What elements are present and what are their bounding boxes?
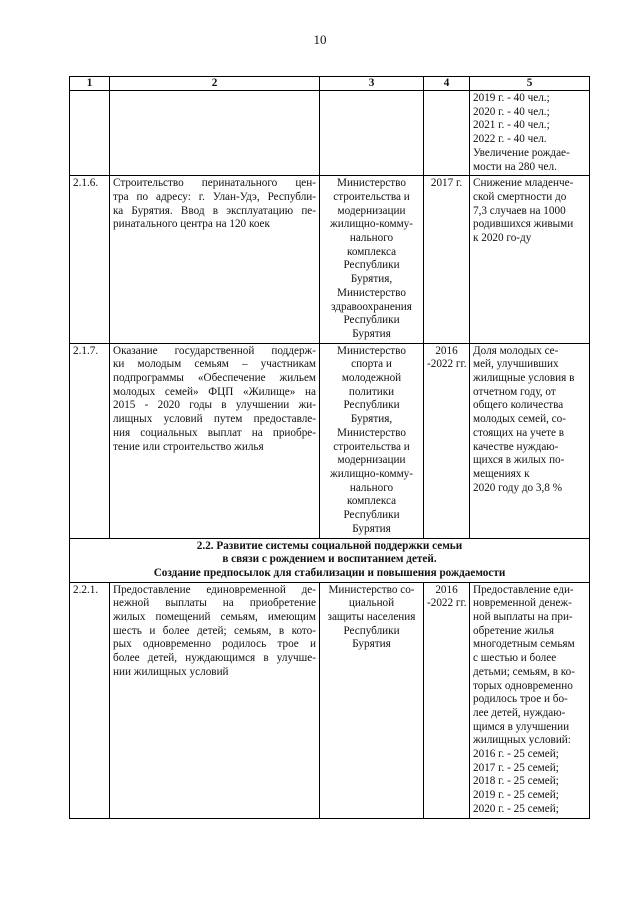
text-line: отчетном году, от	[473, 385, 556, 398]
text-line: молодых семей» ФЦП «Жилище» на	[113, 385, 316, 398]
measures-table	[69, 76, 590, 819]
table-row	[70, 343, 590, 538]
text-line: щимся в улучшении	[473, 720, 570, 733]
text-line: Бурятия	[352, 638, 391, 651]
text-line: более детей, нуждающимся в улучше-	[113, 652, 316, 665]
text-line: строительства и	[333, 440, 410, 453]
text-line: в связи с рождением и воспитанием детей.	[222, 553, 437, 566]
term-cell	[424, 91, 470, 176]
text-line: 2016	[435, 583, 458, 596]
text-line: Республики	[343, 624, 400, 637]
section-heading-row	[70, 538, 590, 582]
table-row	[70, 91, 590, 176]
text-line: 2020 году до 3,8 %	[473, 481, 563, 494]
column-number: 4	[424, 77, 470, 91]
column-number-row	[70, 77, 590, 91]
text-line: мей, улучшивших	[473, 358, 559, 371]
text-line: 2022 г. - 40 чел.	[473, 133, 547, 146]
text-line: Бурятия,	[350, 413, 393, 426]
result-cell	[470, 582, 590, 818]
text-line: Создание предпосылок для стабилизации и повышения рождаемости	[153, 566, 506, 579]
text-line: общего количества	[473, 399, 564, 412]
text-line: 2020 г. - 40 чел.;	[473, 105, 550, 118]
result-cell	[470, 176, 590, 343]
text-line: Увеличение рождае-	[473, 146, 570, 159]
text-line: ка Бурятия. Ввод в эксплуатацию пе-	[113, 204, 316, 217]
text-line: 2.2. Развитие системы социальной поддержки семьи	[196, 539, 463, 552]
text-line: лее детей, нуждаю-	[473, 706, 566, 719]
text-line: Доля молодых се-	[473, 344, 559, 357]
activity-cell	[110, 91, 320, 176]
activity-cell	[110, 343, 320, 538]
text-line: защиты населения	[327, 611, 416, 624]
row-number-cell: 2.1.6.	[70, 176, 110, 343]
activity-cell	[110, 582, 320, 818]
term-cell	[424, 343, 470, 538]
text-line: жилищно-комму-	[330, 218, 413, 231]
text-line: молодежной	[341, 372, 402, 385]
text-line: детьми; семьям, в ко-	[473, 665, 575, 678]
text-line: комплекса	[346, 495, 397, 508]
text-line: родившихся живыми	[473, 218, 574, 231]
text-line: ния социальных выплат на приобре-	[113, 426, 316, 439]
text-line: шесть и более детей; семьям, в кото-	[113, 624, 316, 637]
executor-cell	[320, 91, 424, 176]
text-line: 7,3 случаев на 1000	[473, 204, 566, 217]
executor-cell	[320, 176, 424, 343]
text-line: 2021 г. - 40 чел.;	[473, 119, 550, 132]
table-row	[70, 176, 590, 343]
column-number: 2	[110, 77, 320, 91]
text-line: Бурятия	[352, 522, 391, 535]
text-line: 2017 г.	[430, 177, 463, 190]
term-cell	[424, 582, 470, 818]
column-number: 5	[470, 77, 590, 91]
text-line: Министерство	[337, 177, 406, 190]
text-line: спорта и	[351, 358, 392, 371]
text-line: тение или строительство жилья	[113, 440, 264, 453]
text-line: -2022 гг.	[427, 597, 467, 610]
text-line: мости на 280 чел.	[473, 160, 557, 173]
text-line: нии жилищных условий	[113, 665, 229, 678]
text-line: нального	[349, 481, 394, 494]
text-line: политики	[348, 385, 395, 398]
text-line: мещениях к	[473, 467, 530, 480]
text-line: жилищных условий:	[473, 734, 571, 747]
text-line: обретение жилья	[473, 624, 554, 637]
row-number-cell	[70, 91, 110, 176]
text-line: здравоохранения	[331, 300, 412, 313]
text-line: с шестью и более	[473, 652, 557, 665]
text-line: Министерство	[337, 426, 406, 439]
text-line: торых одновременно	[473, 679, 573, 692]
text-line: Оказание государственной поддерж-	[113, 344, 316, 357]
text-line: 2019 г. - 40 чел.;	[473, 92, 550, 104]
text-line: нального	[349, 232, 394, 245]
text-line: Строительство перинатального цен-	[113, 177, 316, 190]
column-number: 3	[320, 77, 424, 91]
text-line: родилось трое и бо-	[473, 693, 568, 706]
text-line: 2016 г. - 25 семей;	[473, 748, 559, 761]
executor-cell	[320, 343, 424, 538]
text-line: качестве нуждаю-	[473, 440, 559, 453]
text-line: ринатального центра на 120 коек	[113, 218, 270, 231]
term-cell	[424, 176, 470, 343]
row-number-cell: 2.1.7.	[70, 343, 110, 538]
text-line: нежной выплаты на приобретение	[113, 597, 316, 610]
text-line: Бурятия	[352, 327, 391, 340]
text-line: жилищные условия в	[473, 372, 575, 385]
text-line: к 2020 го-ду	[473, 232, 532, 245]
text-line: тра по адресу: г. Улан-Удэ, Республи-	[113, 190, 316, 203]
text-line: ки молодым семьям – участникам	[113, 358, 316, 371]
text-line: лищных условий путем предоставле-	[113, 413, 316, 426]
text-line: Республики	[343, 399, 400, 412]
text-line: 2020 г. - 25 семей;	[473, 802, 559, 815]
row-number-cell: 2.2.1.	[70, 582, 110, 818]
activity-cell	[110, 176, 320, 343]
text-line: многодетным семьям	[473, 638, 575, 651]
text-line: строительства и	[333, 190, 410, 203]
text-line: -2022 гг.	[427, 358, 467, 371]
text-line: 2017 г. - 25 семей;	[473, 761, 559, 774]
text-line: рых одновременно родилось трое и	[113, 638, 316, 651]
text-line: Предоставление еди-	[473, 583, 574, 596]
column-number: 1	[70, 77, 110, 91]
text-line: Республики	[343, 259, 400, 272]
text-line: Министерство	[337, 286, 406, 299]
text-line: модернизации	[337, 204, 406, 217]
text-line: Министерство со-	[328, 583, 415, 596]
page-number: 10	[313, 32, 327, 47]
text-line: 2019 г. - 25 семей;	[473, 789, 559, 802]
table-row	[70, 582, 590, 818]
text-line: комплекса	[346, 245, 397, 258]
text-line: 2016	[435, 344, 458, 357]
text-line: щихся в жилых по-	[473, 454, 565, 467]
text-line: 2018 г. - 25 семей;	[473, 775, 559, 788]
text-line: Республики	[343, 509, 400, 522]
text-line: молодых семей, со-	[473, 413, 566, 426]
text-line: новременной денеж-	[473, 597, 572, 610]
executor-cell	[320, 582, 424, 818]
text-line: подпрограммы «Обеспечение жильем	[113, 372, 316, 385]
text-line: циальной	[348, 597, 395, 610]
text-line: Республики	[343, 314, 400, 327]
text-line: стоящих на учете в	[473, 426, 565, 439]
result-cell	[470, 91, 590, 176]
text-line: ной выплаты на при-	[473, 611, 573, 624]
result-cell	[470, 343, 590, 538]
text-line: Министерство	[337, 344, 406, 357]
text-line: жилищно-комму-	[330, 467, 413, 480]
section-heading	[70, 538, 590, 582]
text-line: Снижение младенче-	[473, 177, 574, 190]
text-line: модернизации	[337, 454, 406, 467]
text-line: Предоставление единовременной де-	[113, 583, 316, 596]
text-line: 2015 - 2020 годы в улучшении жи-	[113, 399, 316, 412]
text-line: Бурятия,	[350, 273, 393, 286]
text-line: ской смертности до	[473, 190, 567, 203]
text-line: жилых помещений семьям, имеющим	[113, 611, 316, 624]
